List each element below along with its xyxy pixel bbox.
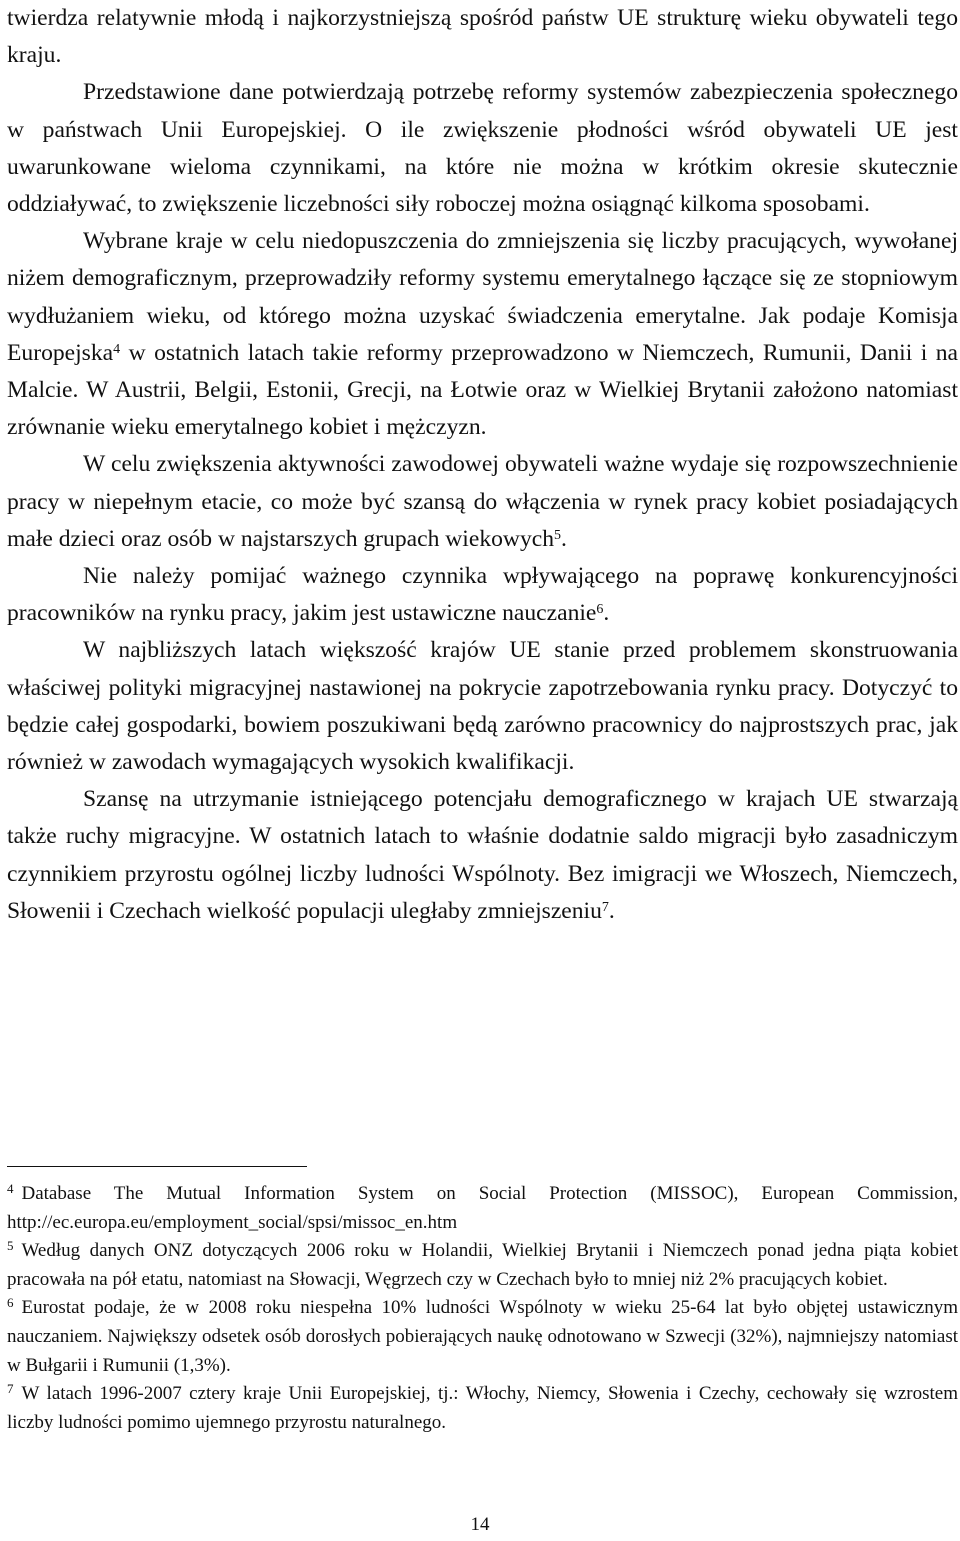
paragraph-migration-balance [7,781,958,930]
footnote-text: Database The Mutual Information System on Social Protection (MISSOC), European Commission, http://ec.europa.eu/employment_social/spsi/missoc_en.htm [7,1183,958,1233]
footnote-ref-5[interactable]: 5 [554,527,562,543]
paragraph-text: Przedstawione dane potwierdzają potrzebę reformy systemów zabezpieczenia społecznego w państwach Unii Europejskiej. O ile zwiększenie płodności wśród obywateli UE jest uwarunkowane wieloma czynnikami, na które nie można w krótkim okresie skutecznie oddziaływać, to zwiększenie liczebności siły roboczej można osiągnąć kilkoma sposobami. [7,79,958,218]
paragraph-text: Nie należy pomijać ważnego czynnika wpływającego na poprawę konkurencyjności pracowników na rynku pracy, jakim jest ustawiczne nauczanie [7,563,958,627]
footnote-number: 6 [7,1295,14,1311]
paragraph-continuation [7,0,958,74]
footnote-ref-7[interactable]: 7 [601,900,609,916]
paragraph-text-after: . [603,600,610,627]
paragraph-text: W najbliższych latach większość krajów UE stanie przed problemem skonstruowania właściwej polityki migracyjnej nastawionej na pokrycie zapotrzebowania rynku pracy. Dotyczyć to będzie całej gospodarki, bowiem poszukiwani będą zarówno pracownicy do najprostszych prac, jak również w zawodach wymagających wysokich kwalifikacji. [7,637,958,776]
footnote-number: 7 [7,1380,14,1396]
page-number: 14 [470,1514,490,1535]
page [7,0,958,930]
paragraph-text: twierdza relatywnie młodą i najkorzystniejszą spośród państw UE strukturę wieku obywateli tego kraju. [7,5,958,69]
footnote-number: 4 [7,1180,14,1196]
paragraph-text: W celu zwiększenia aktywności zawodowej obywateli ważne wydaje się rozpowszechnienie pracy w niepełnym etacie, co może być szansą do włączenia w rynek pracy kobiet posiadających małe dzieci oraz osób w najstarszych grupach wiekowych [7,451,958,552]
footnote-text: Eurostat podaje, że w 2008 roku niespełna 10% ludności Wspólnoty w wieku 25-64 lat było objętej ustawicznym nauczaniem. Największy odsetek osób dorosłych pobierających naukę odnotowano w Szwecji (32%), najmniejszy natomiast w Bułgarii i Rumunii (1,3%). [7,1297,958,1376]
paragraph-reform-need [7,74,958,223]
footnote-4 [7,1180,958,1237]
paragraph-pension-reforms [7,223,958,446]
footnote-separator [7,1166,307,1167]
paragraph-text-after: . [561,525,567,552]
footnote-5 [7,1237,958,1294]
paragraph-text: Szansę na utrzymanie istniejącego potencjału demograficznego w krajach UE stwarzają także ruchy migracyjne. W ostatnich latach to właśnie dodatnie saldo migracji było zasadniczym czynnikiem przyrostu ogólnej liczby ludności Wspólnoty. Bez imigracji we Włoszech, Niemczech, Słowenii i Czechach wielkość populacji uległaby zmniejszeniu [7,786,958,924]
footnote-7 [7,1380,958,1437]
footnote-6 [7,1294,958,1380]
footnotes [7,1180,958,1437]
paragraph-lifelong-learning [7,558,958,632]
footnote-text: Według danych ONZ dotyczących 2006 roku w Holandii, Wielkiej Brytanii i Niemczech ponad jedna piąta kobiet pracowała na pół etatu, natomiast na Słowacji, Węgrzech czy w Czechach było to mniej niż 2% pracujących kobiet. [7,1240,958,1290]
paragraph-text-after: w ostatnich latach takie reformy przeprowadzono w Niemczech, Rumunii, Danii i na Malcie. W Austrii, Belgii, Estonii, Grecji, na Łotwie oraz w Wielkiej Brytanii założono natomiast zrównanie wieku emerytalnego kobiet i mężczyzn. [7,339,958,441]
body-text [7,0,958,930]
footnote-number: 5 [7,1237,14,1253]
paragraph-migration-policy [7,632,958,781]
paragraph-text: Wybrane kraje w celu niedopuszczenia do zmniejszenia się liczby pracujących, wywołanej niżem demograficznym, przeprowadziły reformy systemu emerytalnego łączące się ze stopniowym wydłużaniem wieku, od którego można uzyskać świadczenia emerytalne. Jak podaje Komisja Europejska [7,228,958,366]
paragraph-text-after: . [608,897,615,924]
footnote-text: W latach 1996-2007 cztery kraje Unii Europejskiej, tj.: Włochy, Niemcy, Słowenia i Czechy, cechowały się wzrostem liczby ludności pomimo ujemnego przyrostu naturalnego. [7,1383,958,1433]
footnote-ref-6[interactable]: 6 [596,602,604,618]
paragraph-part-time [7,446,958,558]
footnote-ref-4[interactable]: 4 [113,341,121,357]
